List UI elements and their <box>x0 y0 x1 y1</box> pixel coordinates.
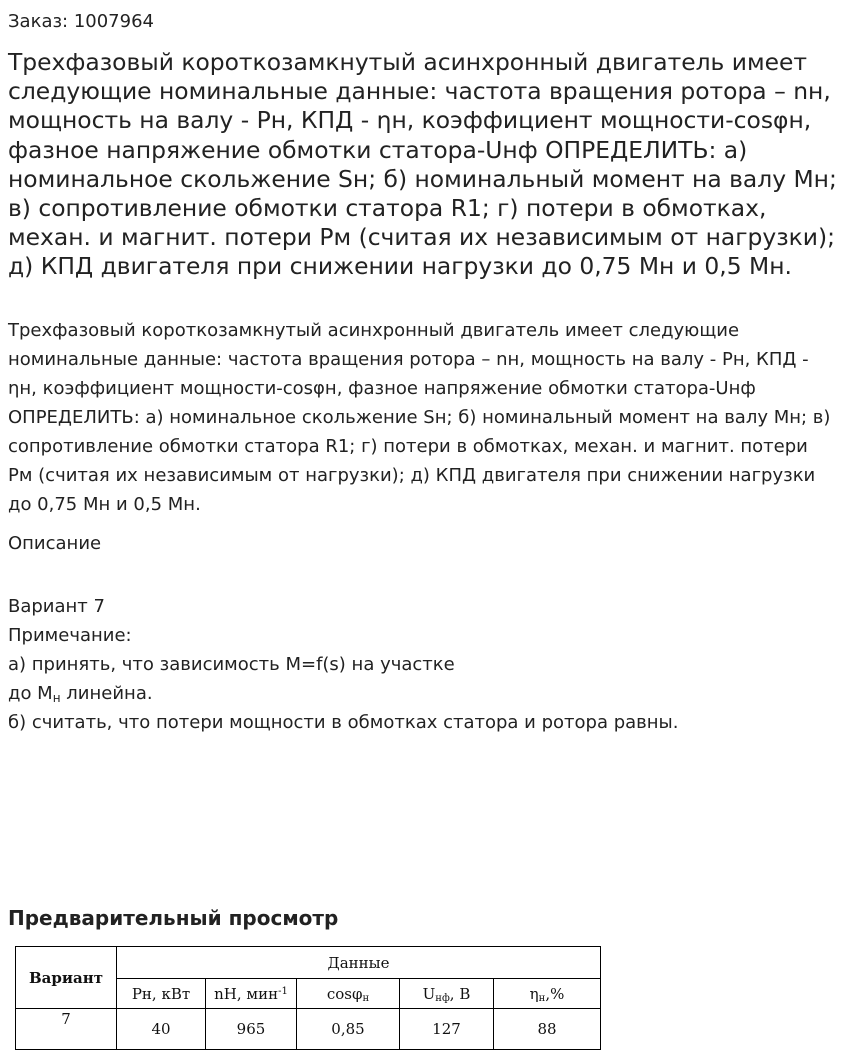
task-description: Трехфазовый короткозамкнутый асинхронный двигатель имеет следующие номинальные данные: частота вращения ротора – nн, мощность на валу - Pн, КПД - ηн, коэффициент мощности-cosφн, фазное напряжение обмотки статора-Uнф ОПРЕДЕЛИТЬ: а) номинальное скольжение Sн; б) номинальный момент на валу Мн; в) сопротивление обмотки статора R1; г) потери в обмотках, механ. и магнит. потери Рм (считая их независимым от нагрузки); д) КПД двигателя при снижении нагрузки до 0,75 Мн и 0,5 Мн. <box>8 320 831 515</box>
task-title: Трехфазовый короткозамкнутый асинхронный двигатель имеет следующие номинальные данные: частота вращения ротора – nн, мощность на валу - Pн, КПД - ηн, коэффициент мощности-cosφн, фазное напряжение обмотки статора-Uнф ОПРЕДЕЛИТЬ: а) номинальное скольжение Sн; б) номинальный момент на валу Мн; в) сопротивление обмотки статора R1; г) потери в обмотках, механ. и магнит. потери Рм (считая их независимым от нагрузки); д) КПД двигателя при снижении нагрузки до 0,75 Мн и 0,5 Мн. <box>8 48 837 281</box>
table-col-u-suffix: , В <box>449 984 471 1003</box>
table-header-row <box>16 947 601 979</box>
note-a2-sub: н <box>52 691 61 705</box>
table-cell-cos: 0,85 <box>297 1009 400 1050</box>
note-label: Примечание: <box>8 625 132 646</box>
variant-block <box>8 592 678 737</box>
table-col-eta-sub: н <box>538 992 546 1004</box>
order-number: Заказ: 1007964 <box>8 11 154 32</box>
note-a2-prefix: до M <box>8 683 53 704</box>
variant-number: Вариант 7 <box>8 596 105 617</box>
note-a2-suffix: линейна. <box>60 683 153 704</box>
table-cell-eta: 88 <box>494 1009 601 1050</box>
table-header-data: Данные <box>117 947 601 979</box>
table-cell-u: 127 <box>400 1009 494 1050</box>
table-col-u <box>400 979 494 1009</box>
table-col-u-sub: нф <box>435 992 450 1004</box>
table-cell-variant: 7 <box>16 1009 117 1050</box>
note-a-continued <box>8 679 678 708</box>
table-col-u-main: U <box>422 984 436 1003</box>
table-row <box>16 1009 601 1050</box>
table-col-eta-suffix: ,% <box>545 984 565 1003</box>
preview-heading: Предварительный просмотр <box>8 906 339 930</box>
table-col-eta-main: η <box>529 984 539 1003</box>
table-header-variant: Вариант <box>16 947 117 1009</box>
table-col-cos-main: cosφ <box>326 984 363 1003</box>
table-col-eta <box>494 979 601 1009</box>
note-b: б) считать, что потери мощности в обмотках статора и ротора равны. <box>8 712 679 733</box>
table-col-cos <box>297 979 400 1009</box>
table-cell-n: 965 <box>206 1009 297 1050</box>
preview-data-table <box>15 946 601 1050</box>
table-col-n <box>206 979 297 1009</box>
note-a: а) принять, что зависимость M=f(s) на участке <box>8 654 455 675</box>
table-col-p: Pн, кВт <box>117 979 206 1009</box>
table-col-cos-sub: н <box>362 992 370 1004</box>
description-section-label: Описание <box>8 533 102 554</box>
table-cell-p: 40 <box>117 1009 206 1050</box>
table-col-n-main: nН, мин <box>214 984 279 1003</box>
table-col-n-sup: -1 <box>278 985 288 997</box>
